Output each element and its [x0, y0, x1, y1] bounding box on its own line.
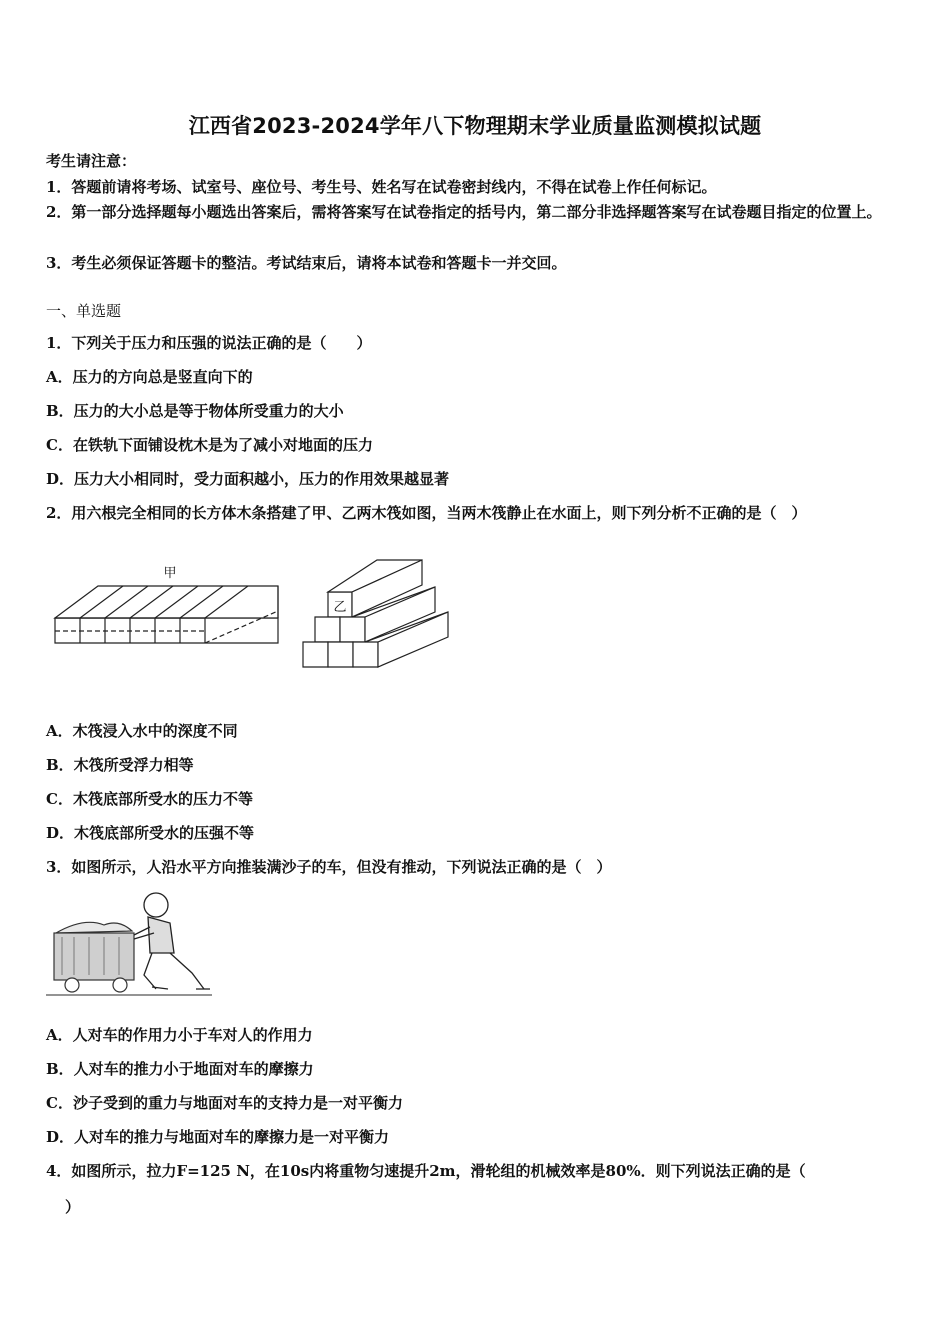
- question-1-option-c: C．在铁轨下面铺设枕木是为了减小对地面的压力: [46, 436, 373, 454]
- question-3-option-d: D．人对车的推力与地面对车的摩擦力是一对平衡力: [46, 1128, 390, 1146]
- question-2-option-d: D．木筏底部所受水的压强不等: [46, 824, 255, 842]
- section-title: 一、单选题: [46, 302, 122, 320]
- raft-yi: [303, 560, 448, 667]
- raft-label-yi: 乙: [333, 600, 347, 615]
- question-2-stem: 2．用六根完全相同的长方体木条搭建了甲、乙两木筏如图，当两木筏静止在水面上，则下列分析不正确的是（ ）: [46, 504, 807, 522]
- notice-item-2: 2．第一部分选择题每小题选出答案后，需将答案写在试卷指定的括号内，第二部分非选择题答案写在试卷题目指定的位置上。: [46, 203, 882, 221]
- raft-figure: [50, 555, 460, 675]
- question-1-option-b: B．压力的大小总是等于物体所受重力的大小: [46, 402, 344, 420]
- question-2-option-c: C．木筏底部所受水的压力不等: [46, 790, 253, 808]
- notice-item-3: 3．考生必须保证答题卡的整洁。考试结束后，请将本试卷和答题卡一并交回。: [46, 254, 567, 272]
- question-4-stem-line2: ）: [50, 1198, 81, 1216]
- question-2-option-b: B．木筏所受浮力相等: [46, 756, 194, 774]
- question-2-option-a: A．木筏浸入水中的深度不同: [46, 722, 238, 740]
- question-1-stem: 1．下列关于压力和压强的说法正确的是（ ）: [46, 334, 372, 352]
- notice-item-1: 1．答题前请将考场、试室号、座位号、考生号、姓名写在试卷密封线内，不得在试卷上作任何标记。: [46, 178, 717, 196]
- question-3-option-b: B．人对车的推力小于地面对车的摩擦力: [46, 1060, 314, 1078]
- question-1-option-a: A．压力的方向总是竖直向下的: [46, 368, 253, 386]
- page-title: 江西省2023-2024学年八下物理期末学业质量监测模拟试题: [188, 114, 762, 138]
- question-3-option-a: A．人对车的作用力小于车对人的作用力: [46, 1026, 313, 1044]
- question-4-stem-line1: 4．如图所示，拉力F=125 N，在10s内将重物匀速提升2m，滑轮组的机械效率是80%．则下列说法正确的是（: [46, 1162, 806, 1180]
- question-1-option-d: D．压力大小相同时，受力面积越小，压力的作用效果越显著: [46, 470, 450, 488]
- question-3-option-c: C．沙子受到的重力与地面对车的支持力是一对平衡力: [46, 1094, 403, 1112]
- question-3-stem: 3．如图所示，人沿水平方向推装满沙子的车，但没有推动，下列说法正确的是（ ）: [46, 858, 612, 876]
- raft-label-jia: 甲: [163, 566, 177, 581]
- push-cart-figure: [44, 885, 214, 1000]
- notice-heading: 考生请注意：: [46, 152, 137, 170]
- raft-jia: [55, 586, 278, 643]
